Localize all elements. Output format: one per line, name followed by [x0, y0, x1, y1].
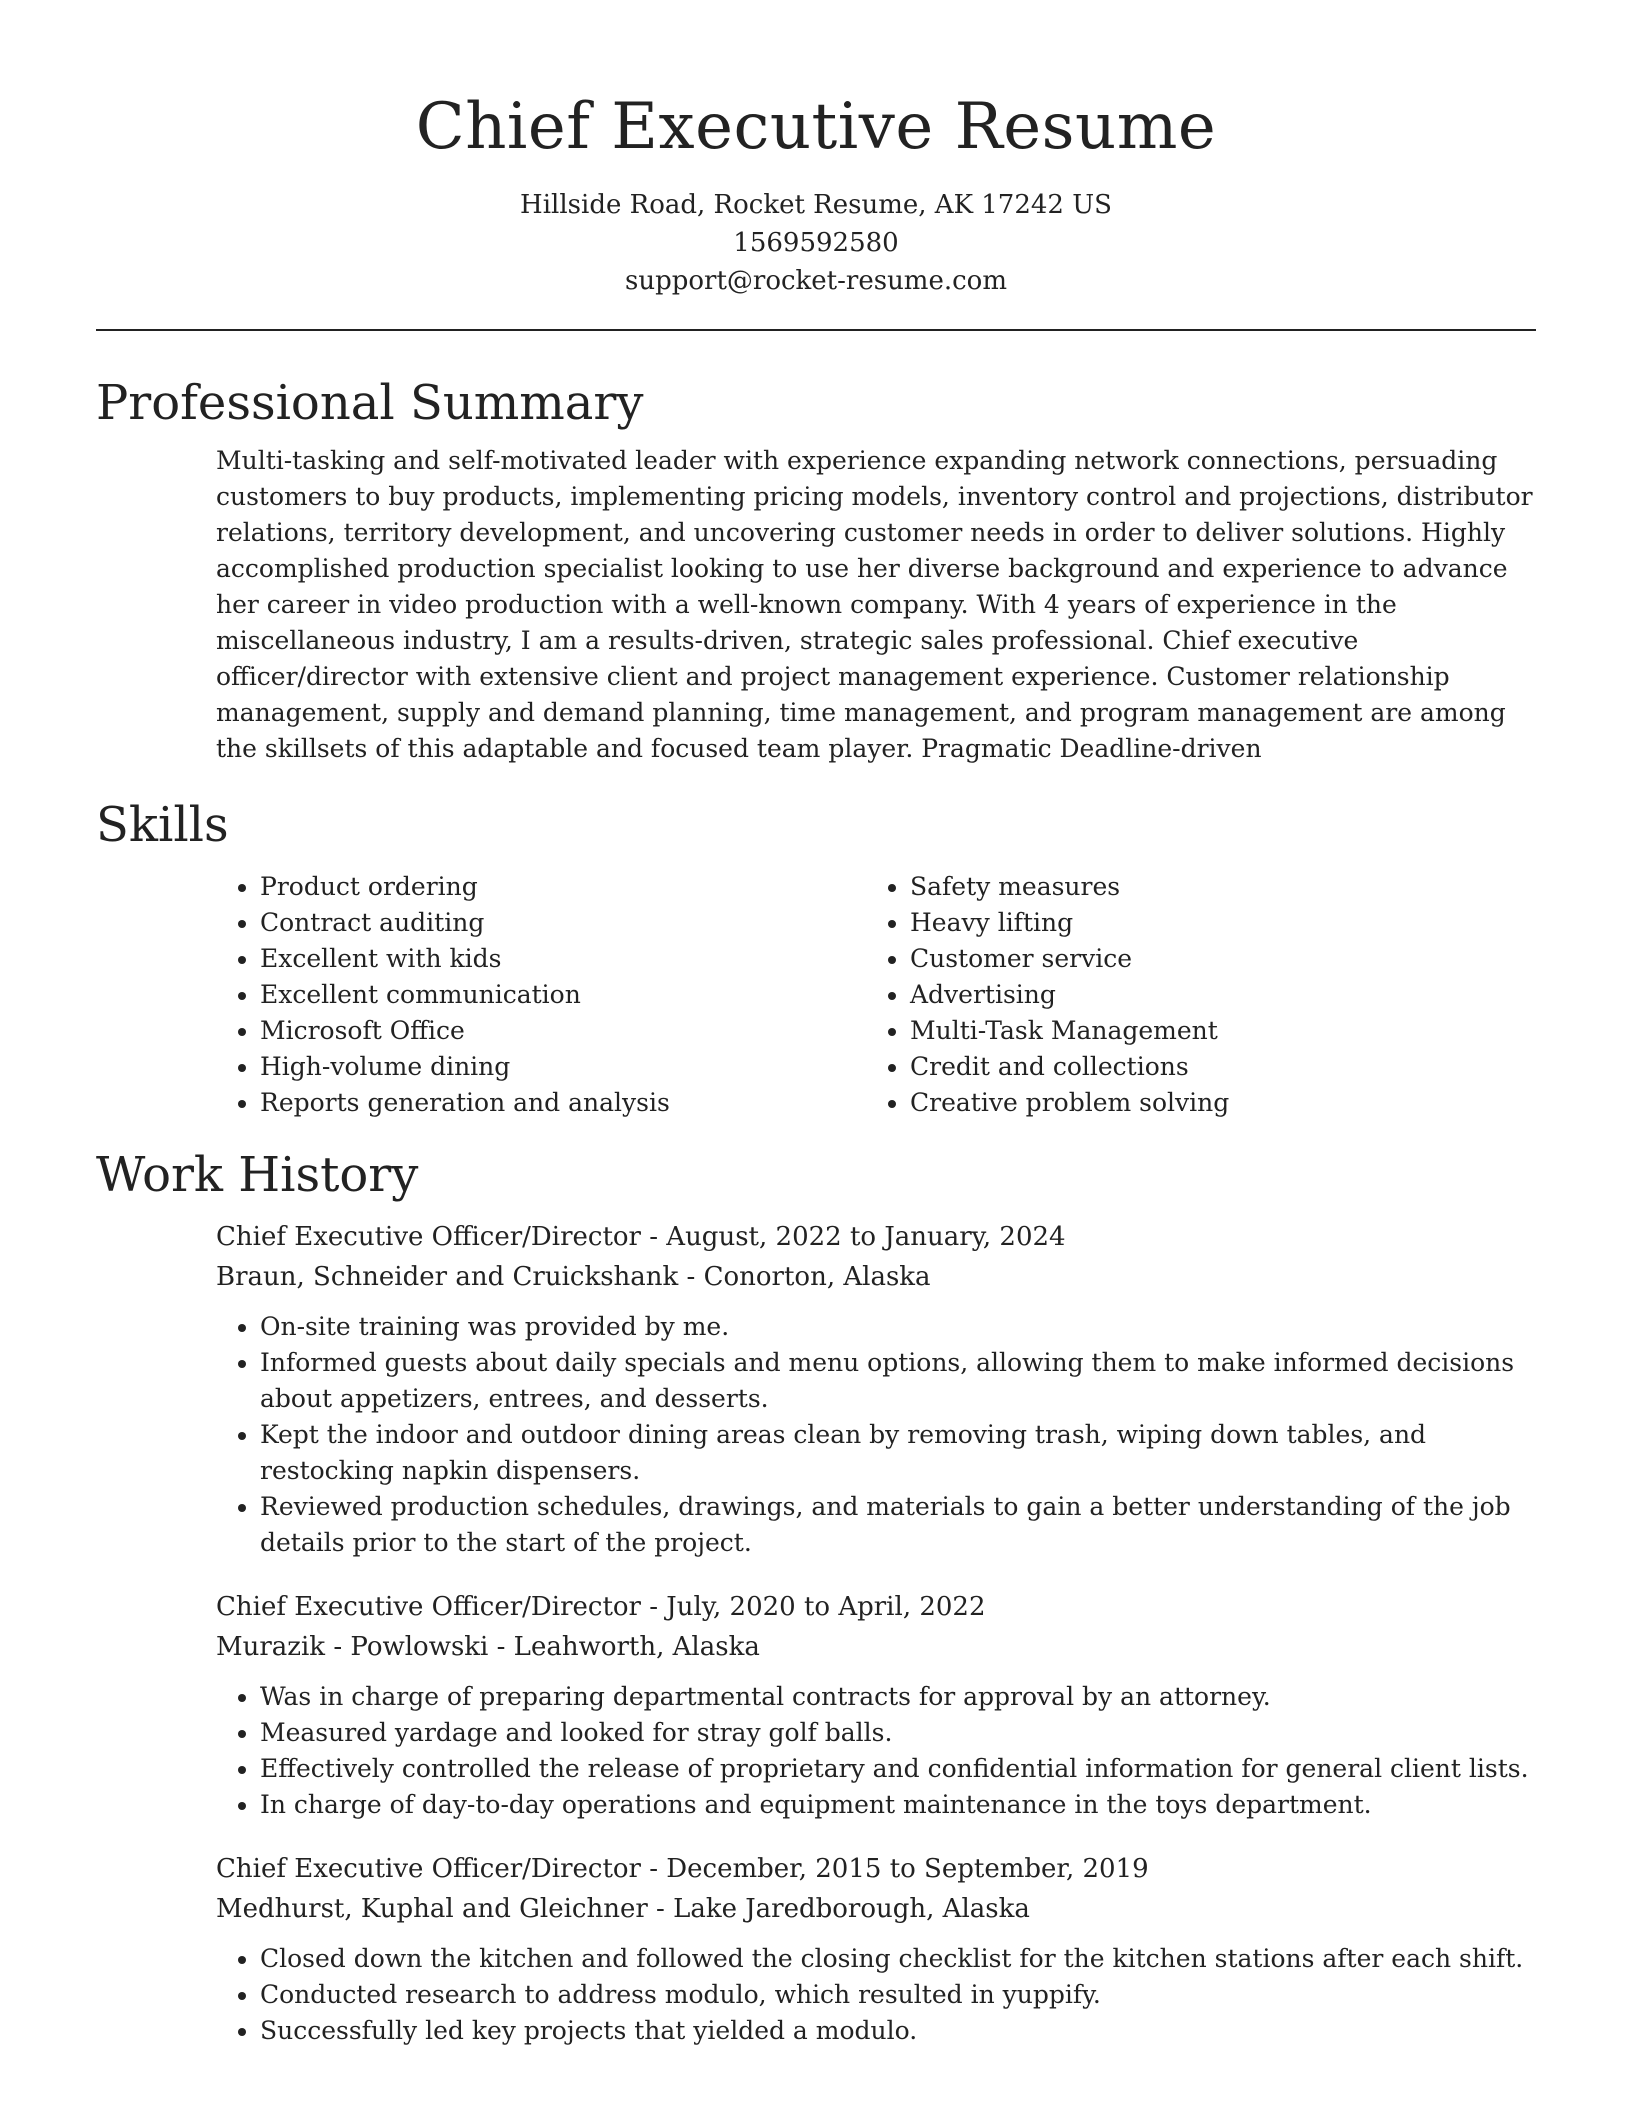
job-bullet: • In charge of day-to-day operations and equipment maintenance in the toys department. [260, 1787, 1536, 1823]
job-bullet: • Effectively controlled the release of proprietary and confidential information for general client lists. [260, 1751, 1536, 1787]
job-heading: Chief Executive Officer/Director - December, 2015 to September, 2019 [216, 1854, 1149, 1884]
job-bullet: • Was in charge of preparing departmental contracts for approval by an attorney. [260, 1679, 1536, 1715]
job-company: Medhurst, Kuphal and Gleichner - Lake Jaredborough, Alaska [216, 1894, 1030, 1924]
contact-block [96, 186, 1536, 300]
summary-text: Multi-tasking and self-motivated leader with experience expanding network connections, persuading customers to buy products, implementing pricing models, inventory control and projections, distributor relations, territory development, and uncovering customer needs in order to deliver solutions. Highly accomplished production specialist looking to use her diverse background and experience to advance her career in video production with a well-known company. With 4 years of experience in the miscellaneous industry, I am a results-driven, strategic sales professional. Chief executive officer/director with extensive client and project management experience. Customer relationship management, supply and demand planning, time management, and program management are among the skillsets of this adaptable and focused team player. Pragmatic Deadline-driven [216, 446, 1533, 763]
job-entry [216, 1217, 1536, 1561]
job-bullet: • Conducted research to address modulo, which resulted in yuppify. [260, 1977, 1536, 2013]
header-divider [96, 329, 1536, 331]
skills-grid [96, 869, 1536, 1121]
job-company: Braun, Schneider and Cruickshank - Conorton, Alaska [216, 1262, 931, 1292]
skill-item: • Multi-Task Management [910, 1013, 1510, 1049]
job-heading: Chief Executive Officer/Director - August, 2022 to January, 2024 [216, 1222, 1066, 1252]
contact-address: Hillside Road, Rocket Resume, AK 17242 US [520, 190, 1112, 220]
skill-item: • Microsoft Office [260, 1013, 746, 1049]
skill-item: • Excellent communication [260, 977, 746, 1013]
contact-email: support@rocket-resume.com [624, 266, 1007, 296]
skill-item: • Customer service [910, 941, 1510, 977]
skills-heading: Skills [96, 797, 229, 853]
job-bullet: • Successfully led key projects that yielded a modulo. [260, 2013, 1536, 2049]
skill-item: • High-volume dining [260, 1049, 746, 1085]
skill-item: • Credit and collections [910, 1049, 1510, 1085]
job-bullet: • Closed down the kitchen and followed the closing checklist for the kitchen stations after each shift. [260, 1941, 1536, 1977]
work-history-heading: Work History [96, 1147, 419, 1203]
skills-list-left [96, 869, 746, 1121]
skill-item: • Heavy lifting [910, 905, 1510, 941]
job-bullet-list [216, 1679, 1536, 1823]
skill-item: • Creative problem solving [910, 1085, 1510, 1121]
skill-item: • Excellent with kids [260, 941, 746, 977]
contact-phone: 1569592580 [733, 228, 899, 258]
job-bullet-list [216, 1941, 1536, 2049]
skills-list-right [746, 869, 1510, 1121]
skill-item: • Advertising [910, 977, 1510, 1013]
job-entry [216, 1587, 1536, 1823]
resume-header [96, 0, 1536, 300]
job-bullet: • Reviewed production schedules, drawings, and materials to gain a better understanding of the job details prior to the start of the project. [260, 1489, 1536, 1561]
skill-item: • Product ordering [260, 869, 746, 905]
resume-title: Chief Executive Resume [415, 90, 1217, 164]
job-bullet-list [216, 1309, 1536, 1561]
skill-item: • Safety measures [910, 869, 1510, 905]
resume-page [96, 0, 1536, 2049]
job-bullet: • Kept the indoor and outdoor dining areas clean by removing trash, wiping down tables, and restocking napkin dispensers. [260, 1417, 1536, 1489]
skill-item: • Reports generation and analysis [260, 1085, 746, 1121]
job-company: Murazik - Powlowski - Leahworth, Alaska [216, 1632, 760, 1662]
job-entry [216, 1849, 1536, 2049]
job-bullet: • Measured yardage and looked for stray golf balls. [260, 1715, 1536, 1751]
job-bullet: • Informed guests about daily specials and menu options, allowing them to make informed decisions about appetizers, entrees, and desserts. [260, 1345, 1536, 1417]
summary-heading: Professional Summary [96, 375, 644, 431]
skill-item: • Contract auditing [260, 905, 746, 941]
job-heading: Chief Executive Officer/Director - July, 2020 to April, 2022 [216, 1592, 986, 1622]
job-bullet: • On-site training was provided by me. [260, 1309, 1536, 1345]
